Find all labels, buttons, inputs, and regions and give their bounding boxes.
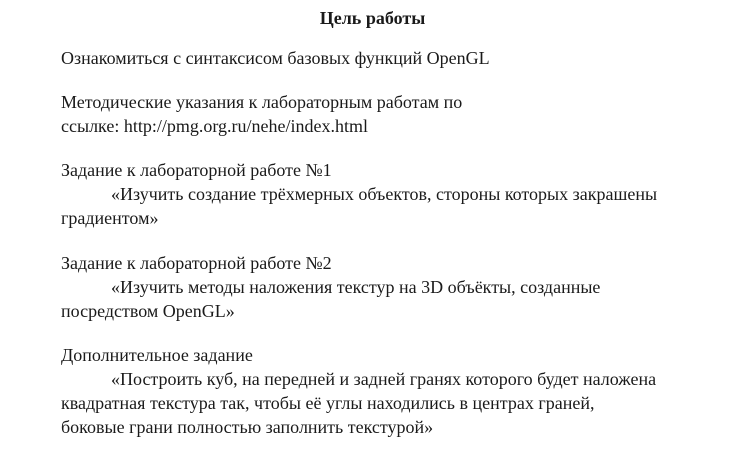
task2-line-2: посредством OpenGL»: [61, 301, 235, 321]
task2-heading: Задание к лабораторной работе №2: [61, 253, 332, 273]
method-line-1: Методические указания к лабораторным работам по: [61, 92, 463, 112]
method-line-2: ссылке: http://pmg.org.ru/nehe/index.html: [61, 116, 368, 136]
task2-paragraph: [61, 251, 731, 323]
extra-task-paragraph: [61, 343, 731, 439]
extra-heading: Дополнительное задание: [61, 345, 253, 365]
task2-line-1: «Изучить методы наложения текстур на 3D объёкты, созданные: [111, 277, 601, 297]
extra-line-2: квадратная текстура так, чтобы её углы находились в центрах граней,: [61, 393, 595, 413]
extra-line-3: боковые грани полностью заполнить текстурой»: [61, 417, 434, 437]
extra-line-1: «Построить куб, на передней и задней гранях которого будет наложена: [111, 369, 657, 389]
method-paragraph: [61, 90, 731, 138]
page-title: Цель работы: [319, 8, 426, 28]
goal-text: Ознакомиться с синтаксисом базовых функций OpenGL: [61, 48, 490, 68]
task1-line-1: «Изучить создание трёхмерных объектов, стороны которых закрашены: [111, 184, 658, 204]
task1-paragraph: [61, 158, 731, 230]
task1-heading: Задание к лабораторной работе №1: [61, 160, 332, 180]
goal-paragraph: [61, 46, 731, 70]
task1-line-2: градиентом»: [61, 208, 159, 228]
